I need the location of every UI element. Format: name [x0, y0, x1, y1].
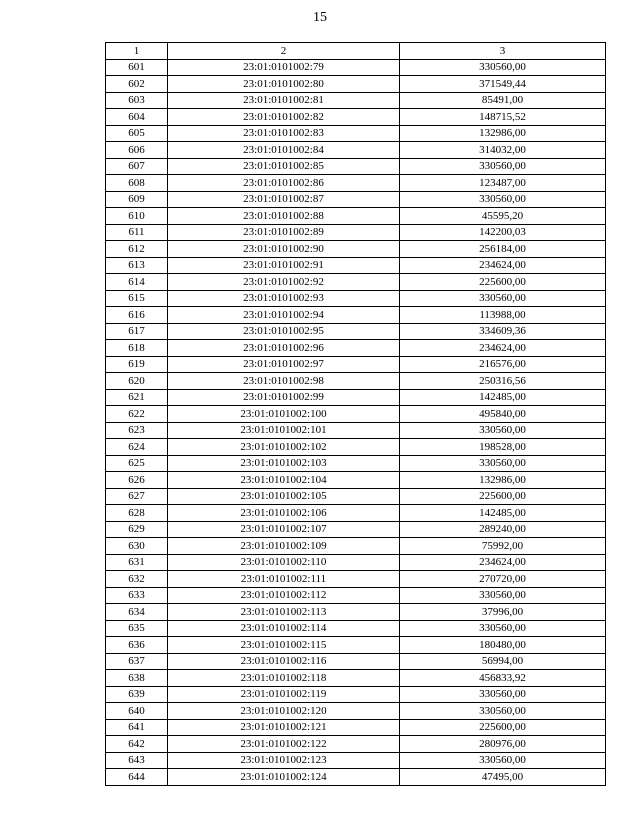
- value-cell: 225600,00: [400, 274, 606, 291]
- row-number-cell: 630: [106, 538, 168, 555]
- row-number-cell: 643: [106, 752, 168, 769]
- row-number-cell: 626: [106, 472, 168, 489]
- row-number-cell: 602: [106, 76, 168, 93]
- value-cell: 256184,00: [400, 241, 606, 258]
- row-number-cell: 618: [106, 340, 168, 357]
- cadastral-number-cell: 23:01:0101002:92: [168, 274, 400, 291]
- value-cell: 330560,00: [400, 752, 606, 769]
- value-cell: 334609,36: [400, 323, 606, 340]
- value-cell: 330560,00: [400, 422, 606, 439]
- cadastral-number-cell: 23:01:0101002:124: [168, 769, 400, 786]
- table-row: [106, 637, 606, 654]
- value-cell: 330560,00: [400, 158, 606, 175]
- value-cell: 216576,00: [400, 356, 606, 373]
- value-cell: 123487,00: [400, 175, 606, 192]
- table-row: [106, 290, 606, 307]
- value-cell: 132986,00: [400, 472, 606, 489]
- value-cell: 495840,00: [400, 406, 606, 423]
- cadastral-number-cell: 23:01:0101002:116: [168, 653, 400, 670]
- table-row: [106, 571, 606, 588]
- value-cell: 234624,00: [400, 554, 606, 571]
- row-number-cell: 612: [106, 241, 168, 258]
- row-number-cell: 603: [106, 92, 168, 109]
- cadastral-number-cell: 23:01:0101002:114: [168, 620, 400, 637]
- cadastral-number-cell: 23:01:0101002:105: [168, 488, 400, 505]
- value-cell: 330560,00: [400, 686, 606, 703]
- value-cell: 330560,00: [400, 59, 606, 76]
- cadastral-number-cell: 23:01:0101002:104: [168, 472, 400, 489]
- table-row: [106, 604, 606, 621]
- cadastral-number-cell: 23:01:0101002:97: [168, 356, 400, 373]
- row-number-cell: 624: [106, 439, 168, 456]
- cadastral-number-cell: 23:01:0101002:107: [168, 521, 400, 538]
- row-number-cell: 631: [106, 554, 168, 571]
- value-cell: 142200,03: [400, 224, 606, 241]
- row-number-cell: 621: [106, 389, 168, 406]
- cadastral-number-cell: 23:01:0101002:95: [168, 323, 400, 340]
- value-cell: 330560,00: [400, 703, 606, 720]
- table-row: [106, 653, 606, 670]
- table-row: [106, 439, 606, 456]
- row-number-cell: 632: [106, 571, 168, 588]
- page-number: 15: [313, 10, 327, 25]
- table-row: [106, 521, 606, 538]
- table-row: [106, 670, 606, 687]
- table-row: [106, 125, 606, 142]
- cadastral-number-cell: 23:01:0101002:79: [168, 59, 400, 76]
- cadastral-number-cell: 23:01:0101002:106: [168, 505, 400, 522]
- row-number-cell: 615: [106, 290, 168, 307]
- column-header-3: 3: [400, 43, 606, 60]
- value-cell: 142485,00: [400, 389, 606, 406]
- table-row: [106, 307, 606, 324]
- cadastral-number-cell: 23:01:0101002:99: [168, 389, 400, 406]
- table-row: [106, 241, 606, 258]
- row-number-cell: 616: [106, 307, 168, 324]
- row-number-cell: 608: [106, 175, 168, 192]
- value-cell: 132986,00: [400, 125, 606, 142]
- value-cell: 289240,00: [400, 521, 606, 538]
- row-number-cell: 625: [106, 455, 168, 472]
- table-row: [106, 175, 606, 192]
- row-number-cell: 640: [106, 703, 168, 720]
- table-row: [106, 472, 606, 489]
- value-cell: 47495,00: [400, 769, 606, 786]
- row-number-cell: 619: [106, 356, 168, 373]
- table-row: [106, 109, 606, 126]
- value-cell: 225600,00: [400, 488, 606, 505]
- table-row: [106, 620, 606, 637]
- column-header-1: 1: [106, 43, 168, 60]
- row-number-cell: 614: [106, 274, 168, 291]
- cadastral-number-cell: 23:01:0101002:87: [168, 191, 400, 208]
- row-number-cell: 611: [106, 224, 168, 241]
- row-number-cell: 610: [106, 208, 168, 225]
- table-row: [106, 323, 606, 340]
- table-row: [106, 719, 606, 736]
- cadastral-number-cell: 23:01:0101002:109: [168, 538, 400, 555]
- table-row: [106, 59, 606, 76]
- table-row: [106, 208, 606, 225]
- cadastral-number-cell: 23:01:0101002:112: [168, 587, 400, 604]
- value-cell: 330560,00: [400, 455, 606, 472]
- value-cell: 85491,00: [400, 92, 606, 109]
- table-row: [106, 406, 606, 423]
- value-cell: 330560,00: [400, 290, 606, 307]
- row-number-cell: 635: [106, 620, 168, 637]
- cadastral-number-cell: 23:01:0101002:96: [168, 340, 400, 357]
- table-row: [106, 703, 606, 720]
- value-cell: 314032,00: [400, 142, 606, 159]
- row-number-cell: 636: [106, 637, 168, 654]
- table-row: [106, 389, 606, 406]
- value-cell: 330560,00: [400, 620, 606, 637]
- table-body: [106, 59, 606, 785]
- cadastral-number-cell: 23:01:0101002:119: [168, 686, 400, 703]
- value-cell: 45595,20: [400, 208, 606, 225]
- row-number-cell: 634: [106, 604, 168, 621]
- table-row: [106, 587, 606, 604]
- value-cell: 113988,00: [400, 307, 606, 324]
- table-row: [106, 455, 606, 472]
- row-number-cell: 633: [106, 587, 168, 604]
- value-cell: 250316,56: [400, 373, 606, 390]
- cadastral-number-cell: 23:01:0101002:111: [168, 571, 400, 588]
- cadastral-number-cell: 23:01:0101002:118: [168, 670, 400, 687]
- value-cell: 456833,92: [400, 670, 606, 687]
- row-number-cell: 609: [106, 191, 168, 208]
- row-number-cell: 604: [106, 109, 168, 126]
- table-row: [106, 686, 606, 703]
- cadastral-number-cell: 23:01:0101002:113: [168, 604, 400, 621]
- row-number-cell: 642: [106, 736, 168, 753]
- row-number-cell: 637: [106, 653, 168, 670]
- cadastral-number-cell: 23:01:0101002:98: [168, 373, 400, 390]
- value-cell: 234624,00: [400, 340, 606, 357]
- row-number-cell: 607: [106, 158, 168, 175]
- table-row: [106, 191, 606, 208]
- row-number-cell: 622: [106, 406, 168, 423]
- value-cell: 280976,00: [400, 736, 606, 753]
- value-cell: 371549,44: [400, 76, 606, 93]
- table-row: [106, 505, 606, 522]
- cadastral-number-cell: 23:01:0101002:94: [168, 307, 400, 324]
- cadastral-number-cell: 23:01:0101002:83: [168, 125, 400, 142]
- value-cell: 270720,00: [400, 571, 606, 588]
- table-row: [106, 736, 606, 753]
- cadastral-number-cell: 23:01:0101002:90: [168, 241, 400, 258]
- row-number-cell: 613: [106, 257, 168, 274]
- cadastral-number-cell: 23:01:0101002:80: [168, 76, 400, 93]
- value-cell: 180480,00: [400, 637, 606, 654]
- table-row: [106, 274, 606, 291]
- column-header-2: 2: [168, 43, 400, 60]
- cadastral-number-cell: 23:01:0101002:89: [168, 224, 400, 241]
- row-number-cell: 605: [106, 125, 168, 142]
- table-row: [106, 538, 606, 555]
- value-cell: 148715,52: [400, 109, 606, 126]
- cadastral-number-cell: 23:01:0101002:91: [168, 257, 400, 274]
- value-cell: 225600,00: [400, 719, 606, 736]
- cadastral-number-cell: 23:01:0101002:121: [168, 719, 400, 736]
- cadastral-number-cell: 23:01:0101002:122: [168, 736, 400, 753]
- row-number-cell: 623: [106, 422, 168, 439]
- row-number-cell: 620: [106, 373, 168, 390]
- value-cell: 56994,00: [400, 653, 606, 670]
- value-cell: 330560,00: [400, 191, 606, 208]
- cadastral-number-cell: 23:01:0101002:86: [168, 175, 400, 192]
- cadastral-number-cell: 23:01:0101002:103: [168, 455, 400, 472]
- row-number-cell: 628: [106, 505, 168, 522]
- row-number-cell: 627: [106, 488, 168, 505]
- value-cell: 142485,00: [400, 505, 606, 522]
- table-row: [106, 769, 606, 786]
- table-row: [106, 142, 606, 159]
- row-number-cell: 601: [106, 59, 168, 76]
- table-row: [106, 92, 606, 109]
- cadastral-number-cell: 23:01:0101002:123: [168, 752, 400, 769]
- table-row: [106, 158, 606, 175]
- row-number-cell: 629: [106, 521, 168, 538]
- cadastral-number-cell: 23:01:0101002:81: [168, 92, 400, 109]
- table-row: [106, 422, 606, 439]
- row-number-cell: 644: [106, 769, 168, 786]
- value-cell: 75992,00: [400, 538, 606, 555]
- row-number-cell: 617: [106, 323, 168, 340]
- row-number-cell: 639: [106, 686, 168, 703]
- cadastral-number-cell: 23:01:0101002:93: [168, 290, 400, 307]
- cadastral-number-cell: 23:01:0101002:115: [168, 637, 400, 654]
- table-row: [106, 356, 606, 373]
- table-row: [106, 488, 606, 505]
- row-number-cell: 638: [106, 670, 168, 687]
- cadastral-number-cell: 23:01:0101002:101: [168, 422, 400, 439]
- table-row: [106, 76, 606, 93]
- table-row: [106, 340, 606, 357]
- table-row: [106, 752, 606, 769]
- table-row: [106, 224, 606, 241]
- row-number-cell: 641: [106, 719, 168, 736]
- cadastral-number-cell: 23:01:0101002:110: [168, 554, 400, 571]
- table-row: [106, 373, 606, 390]
- table-row: [106, 554, 606, 571]
- value-cell: 330560,00: [400, 587, 606, 604]
- cadastral-number-cell: 23:01:0101002:100: [168, 406, 400, 423]
- value-cell: 37996,00: [400, 604, 606, 621]
- row-number-cell: 606: [106, 142, 168, 159]
- value-cell: 234624,00: [400, 257, 606, 274]
- cadastral-number-cell: 23:01:0101002:85: [168, 158, 400, 175]
- cadastral-number-cell: 23:01:0101002:82: [168, 109, 400, 126]
- cadastral-number-cell: 23:01:0101002:84: [168, 142, 400, 159]
- cadastral-number-cell: 23:01:0101002:102: [168, 439, 400, 456]
- cadastral-number-cell: 23:01:0101002:88: [168, 208, 400, 225]
- table-row: [106, 257, 606, 274]
- value-cell: 198528,00: [400, 439, 606, 456]
- cadastral-number-cell: 23:01:0101002:120: [168, 703, 400, 720]
- cadastral-table: [105, 42, 606, 786]
- table-header-row: [106, 43, 606, 60]
